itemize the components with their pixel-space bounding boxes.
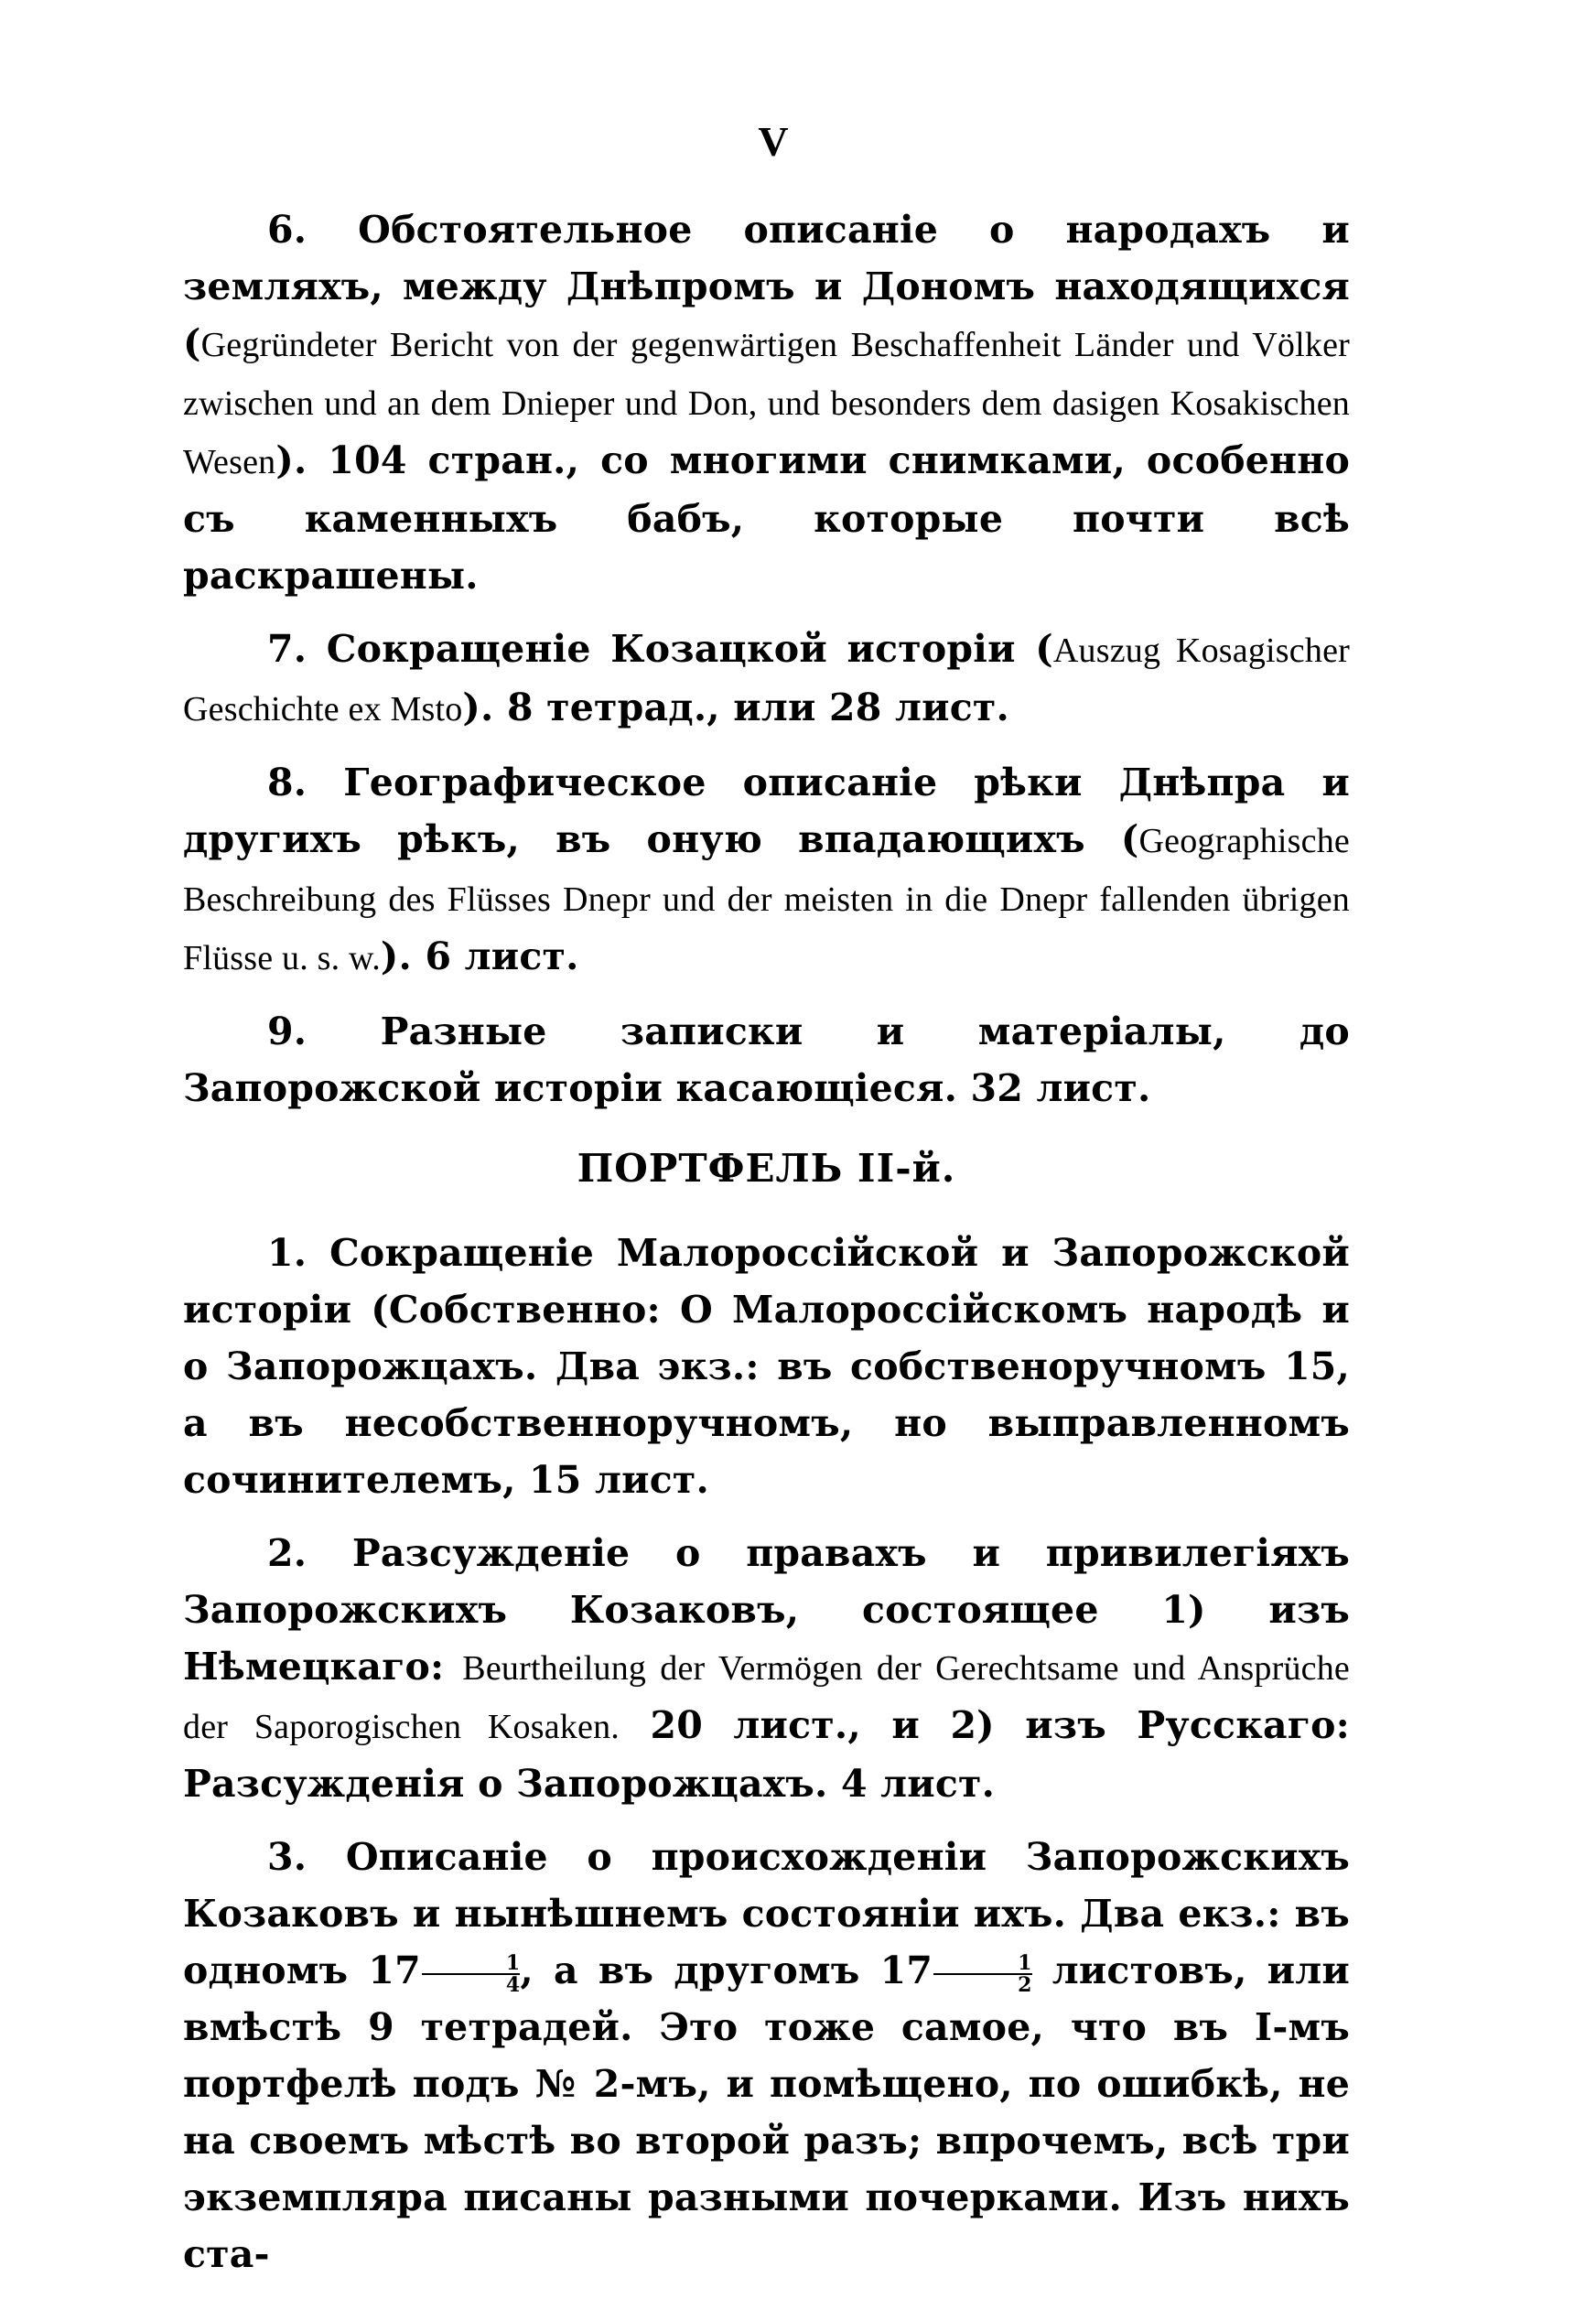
german-title: Geographische Beschreibung des Flüsses Dnepr und der meisten in die Dnepr fallenden übrigen Flüsse u. s. w.: [183, 822, 1350, 977]
section-heading: ПОРТФЕЛЬ II-й.: [577, 1146, 956, 1191]
fraction-half: [933, 1950, 1032, 1997]
fraction-denominator: 4: [422, 1973, 521, 1995]
item-number: 1.: [267, 1231, 307, 1275]
item-text-end: ). 104 стран., со многими снимками, особенно съ каменныхъ бабъ, которые почти всѣ раскрашены.: [183, 438, 1350, 598]
item-number: 6.: [267, 208, 307, 252]
fraction-numerator: 1: [505, 1950, 521, 1975]
item-number: 2.: [267, 1531, 307, 1575]
list-item-1: [183, 1225, 1350, 1508]
item-text: Обстоятельное описаніе о народахъ и земляхъ, между Днѣпромъ и Дономъ находящихся (: [183, 208, 1350, 365]
fraction-numerator: 1: [1018, 1950, 1032, 1975]
item-text-end: 20 лист., и 2) изъ Русскаго: Разсужденія о Запорожцахъ. 4 лист.: [183, 1703, 1350, 1806]
list-item-9: [183, 1003, 1350, 1117]
list-item-3: [183, 1829, 1350, 2283]
list-item-2: [183, 1525, 1350, 1812]
item-text: Разсужденіе о правахъ и привилегіяхъ Запорожскихъ Козаковъ, состоящее 1) изъ Нѣмецкаго:: [183, 1531, 1350, 1689]
german-title: Gegründeter Bericht von der gegenwärtigen Beschaffenheit Länder und Völker zwischen und an dem Dnieper und Don, und besonders dem dasigen Kosakischen Wesen: [183, 326, 1350, 481]
german-title: Auszug Kosagischer Geschichte ex Msto: [183, 631, 1350, 729]
item-text-end: листовъ, или вмѣстѣ 9 тетрадей. Это тоже самое, что въ I-мъ портфелѣ подъ № 2-мъ, и помѣщено, по ошибкѣ, не на своемъ мѣстѣ во второй разъ; впрочемъ, всѣ три экземпляра писаны разными почерками. Изъ нихъ ста-: [183, 1948, 1351, 2276]
item-number: 8.: [267, 761, 307, 804]
list-item-8: [183, 754, 1350, 987]
item-text-end: ). 8 тетрад., или 28 лист.: [462, 685, 1009, 729]
fraction-denominator: 2: [933, 1973, 1032, 1995]
item-text: Описаніе о происхожденіи Запорожскихъ Козаковъ и нынѣшнемъ состояніи ихъ. Два екз.: въ одномъ 17: [183, 1835, 1350, 1992]
item-text-end: ). 6 лист.: [380, 934, 579, 978]
item-text: Разные записки и матеріалы, до Запорожской исторіи касающіеся. 32 лист.: [183, 1009, 1350, 1110]
page-number: V: [758, 118, 789, 165]
german-title: Beurtheilung der Vermögen der Gerechtsame und Ansprüche der Saporogischen Kosaken.: [183, 1649, 1350, 1746]
item-text-mid: , а въ другомъ 17: [520, 1948, 933, 1992]
text-block: [183, 201, 1350, 2299]
item-text: Сокращеніе Козацкой исторіи (: [326, 627, 1053, 671]
item-text: Географическое описаніе рѣки Днѣпра и другихъ рѣкъ, въ оную впадающихъ (: [183, 761, 1350, 861]
item-text: Сокращеніе Малороссійской и Запорожской исторіи (Собственно: О Малороссійскомъ народѣ и о Запорожцахъ. Два экз.: въ собственоручномъ 15, а въ несобственноручномъ, но выправленномъ сочинителемъ, 15 лист.: [183, 1231, 1350, 1502]
item-number: 7.: [267, 627, 307, 671]
fraction-quarter: [422, 1950, 521, 1997]
item-number: 3.: [267, 1835, 307, 1879]
list-item-6: [183, 201, 1350, 604]
list-item-7: [183, 621, 1350, 738]
item-number: 9.: [267, 1009, 307, 1053]
